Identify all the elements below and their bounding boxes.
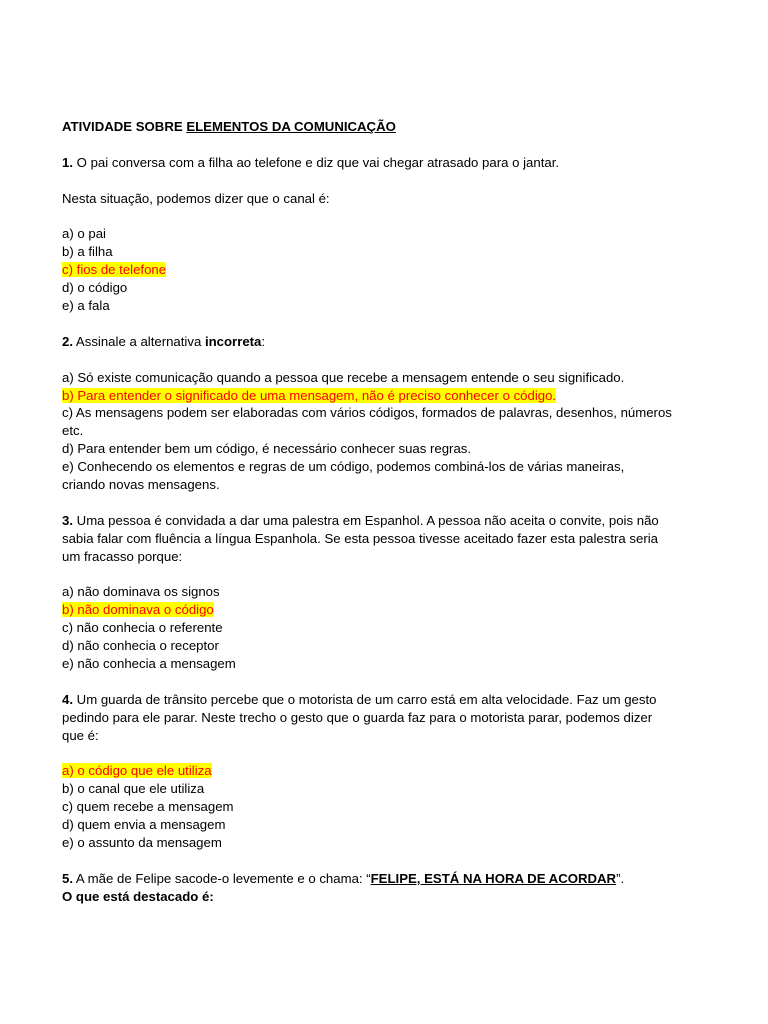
q3-option-e: e) não conhecia a mensagem — [62, 656, 236, 672]
question-3-number: 3. — [62, 512, 73, 528]
q4-option-c: c) quem recebe a mensagem — [62, 799, 234, 815]
question-3-text-line1: Uma pessoa é convidada a dar uma palestra em Espanhol. A pessoa não aceita o convite, pois não — [73, 512, 659, 528]
question-3-text-line3: um fracasso porque: — [62, 548, 183, 564]
question-5-prompt: O que está destacado é: — [62, 888, 214, 904]
question-1-prompt: Nesta situação, podemos dizer que o canal é: — [62, 190, 330, 206]
q3-option-b-highlighted: b) não dominava o código — [62, 602, 214, 618]
q4-option-e: e) o assunto da mensagem — [62, 835, 222, 851]
question-4-number: 4. — [62, 691, 73, 707]
question-1-number: 1. — [62, 154, 73, 170]
document-title — [62, 118, 728, 136]
question-2-text-before: Assinale a alternativa — [73, 333, 205, 349]
question-1 — [62, 154, 728, 172]
question-3-text-line2: sabia falar com fluência a língua Espanhola. Se esta pessoa tivesse aceitado fazer esta palestra seria — [62, 530, 658, 546]
question-4-text-line2: pedindo para ele parar. Neste trecho o gesto que o guarda faz para o motorista parar, podemos dizer — [62, 709, 653, 725]
question-5-text-before: A mãe de Felipe sacode-o levemente e o chama: “ — [73, 870, 371, 886]
q1-option-a: a) o pai — [62, 226, 106, 242]
title-underlined: ELEMENTOS DA COMUNICAÇÃO — [186, 119, 396, 134]
question-5-emphasis: FELIPE, ESTÁ NA HORA DE ACORDAR — [370, 870, 617, 886]
q2-option-e-line2: criando novas mensagens. — [62, 477, 220, 493]
question-2 — [62, 333, 728, 351]
question-4-text-line3: que é: — [62, 727, 99, 743]
q4-option-a-highlighted: a) o código que ele utiliza — [62, 763, 212, 779]
question-5-number: 5. — [62, 870, 73, 886]
question-4-line1 — [62, 691, 728, 709]
q2-option-b-highlighted: b) Para entender o significado de uma mensagem, não é preciso conhecer o código. — [62, 387, 557, 403]
q3-option-c: c) não conhecia o referente — [62, 620, 223, 636]
q3-option-d: d) não conhecia o receptor — [62, 638, 219, 654]
q2-option-c-line2: etc. — [62, 423, 84, 439]
q2-option-e-line1: e) Conhecendo os elementos e regras de um código, podemos combiná-los de várias maneiras, — [62, 459, 625, 475]
question-2-text-after: : — [261, 333, 266, 349]
q2-option-a: a) Só existe comunicação quando a pessoa que recebe a mensagem entende o seu significado. — [62, 369, 625, 385]
q1-option-b: b) a filha — [62, 244, 113, 260]
question-1-text: O pai conversa com a filha ao telefone e diz que vai chegar atrasado para o jantar. — [73, 154, 560, 170]
q1-option-e: e) a fala — [62, 298, 110, 314]
question-5-text-after: ”. — [616, 870, 625, 886]
question-3-line1 — [62, 512, 728, 530]
q3-option-a: a) não dominava os signos — [62, 584, 220, 600]
question-2-bold-word: incorreta — [204, 333, 262, 349]
q1-option-c-highlighted: c) fios de telefone — [62, 262, 167, 278]
q2-option-d: d) Para entender bem um código, é necessário conhecer suas regras. — [62, 441, 472, 457]
q4-option-d: d) quem envia a mensagem — [62, 817, 226, 833]
q1-option-d: d) o código — [62, 280, 128, 296]
q2-option-c-line1: c) As mensagens podem ser elaboradas com vários códigos, formados de palavras, desenhos, números — [62, 405, 672, 421]
title-prefix: ATIVIDADE SOBRE — [62, 119, 187, 134]
question-2-number: 2. — [62, 333, 73, 349]
q4-option-b: b) o canal que ele utiliza — [62, 781, 205, 797]
question-5 — [62, 870, 728, 888]
question-4-text-line1: Um guarda de trânsito percebe que o motorista de um carro está em alta velocidade. Faz um gesto — [73, 691, 657, 707]
